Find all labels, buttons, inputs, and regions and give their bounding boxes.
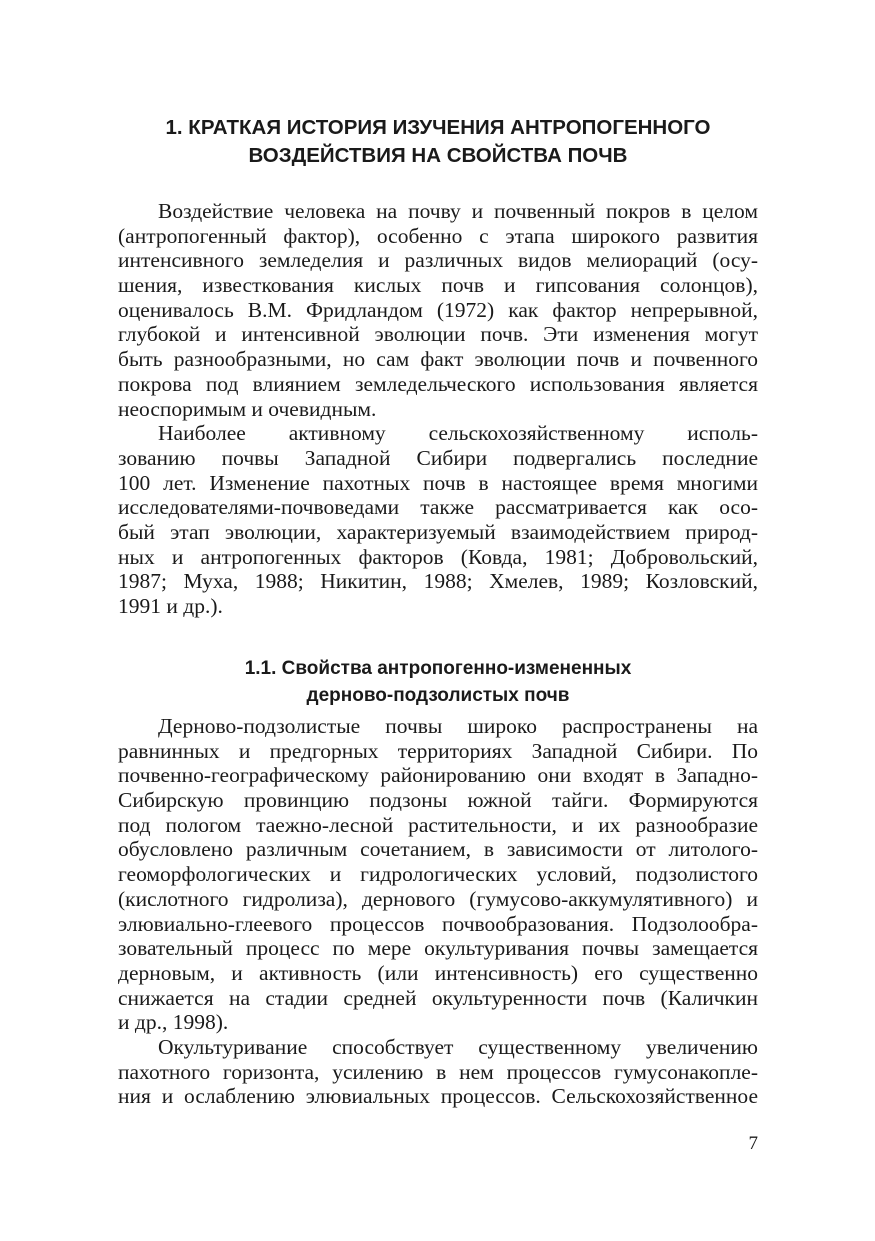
paragraph xyxy=(118,199,758,421)
text-line: геоморфологических и гидрологических условий, подзолистого xyxy=(118,862,758,887)
chapter-title-line: ВОЗДЕЙСТВИЯ НА СВОЙСТВА ПОЧВ xyxy=(248,144,628,167)
chapter-body xyxy=(118,199,758,619)
paragraph xyxy=(118,714,758,1035)
text-line: покрова под влиянием земледельческого использования является xyxy=(118,371,758,396)
section-body xyxy=(118,714,758,1109)
text-line: шения, известкования кислых почв и гипсования солонцов), xyxy=(118,273,758,298)
text-line: дерновым, и активность (или интенсивность) его существенно xyxy=(118,960,758,985)
chapter-title xyxy=(118,114,758,170)
text-line: неоспоримым и очевидным. xyxy=(118,396,377,421)
paragraph xyxy=(118,1035,758,1109)
text-line: интенсивного земледелия и различных видов мелиораций (осу- xyxy=(118,248,758,273)
text-line: 100 лет. Изменение пахотных почв в настоящее время многими xyxy=(118,470,758,495)
text-line: снижается на стадии средней окультуренности почв (Каличкин xyxy=(118,985,758,1010)
text-line: и др., 1998). xyxy=(118,1010,229,1035)
text-line: исследователями-почвоведами также рассматривается как осо- xyxy=(118,495,758,520)
text-line: оценивалось В.М. Фридландом (1972) как фактор непрерывной, xyxy=(118,297,758,322)
text-line: почвенно-географическому районированию они входят в Западно- xyxy=(118,763,758,788)
text-line: (антропогенный фактор), особенно с этапа широкого развития xyxy=(118,223,758,248)
text-line: 1991 и др.). xyxy=(118,594,223,618)
text-line: глубокой и интенсивной эволюции почв. Эти изменения могут xyxy=(118,322,758,347)
text-line: (кислотного гидролиза), дернового (гумусово-аккумулятивного) и xyxy=(118,886,758,911)
text-line: Воздействие человека на почву и почвенный покров в целом xyxy=(158,199,758,223)
section-title-line: 1.1. Свойства антропогенно-измененных xyxy=(244,658,632,679)
text-line: Наиболее активному сельскохозяйственному исполь- xyxy=(158,421,758,446)
text-line: пахотного горизонта, усилению в нем процессов гумусонакопле- xyxy=(118,1059,758,1084)
text-line: Дерново-подзолистые почвы широко распространены на xyxy=(158,714,758,738)
text-line: быть разнообразными, но сам факт эволюции почв и почвенного xyxy=(118,347,758,372)
text-line: 1987; Муха, 1988; Никитин, 1988; Хмелев, 1989; Козловский, xyxy=(118,569,758,594)
text-line: под пологом таежно-лесной растительности, и их разнообразие xyxy=(118,812,758,837)
text-line: Окультуривание способствует существенному увеличению xyxy=(158,1034,758,1059)
text-line: зовательный процесс по мере окультуривания почвы замещается xyxy=(118,936,758,961)
section-title-line: дерново-подзолистых почв xyxy=(306,685,570,706)
chapter-title-line: 1. КРАТКАЯ ИСТОРИЯ ИЗУЧЕНИЯ АНТРОПОГЕННОГО xyxy=(165,116,711,139)
section-title xyxy=(118,655,758,709)
text-line: равнинных и предгорных территориях Западной Сибири. По xyxy=(118,738,758,763)
page-number: 7 xyxy=(748,1133,758,1154)
text-line: ных и антропогенных факторов (Ковда, 1981; Добровольский, xyxy=(118,544,758,569)
text-line: бый этап эволюции, характеризуемый взаимодействием природ- xyxy=(118,519,758,544)
text-line: зованию почвы Западной Сибири подвергались последние xyxy=(118,445,758,470)
text-line: ния и ослаблению элювиальных процессов. Сельскохозяйственное xyxy=(118,1084,758,1109)
text-line: Сибирскую провинцию подзоны южной тайги. Формируются xyxy=(118,788,758,813)
paragraph xyxy=(118,421,758,619)
text-line: обусловлено различным сочетанием, в зависимости от литолого- xyxy=(118,837,758,862)
text-line: элювиально-глеевого процессов почвообразования. Подзолообра- xyxy=(118,911,758,936)
